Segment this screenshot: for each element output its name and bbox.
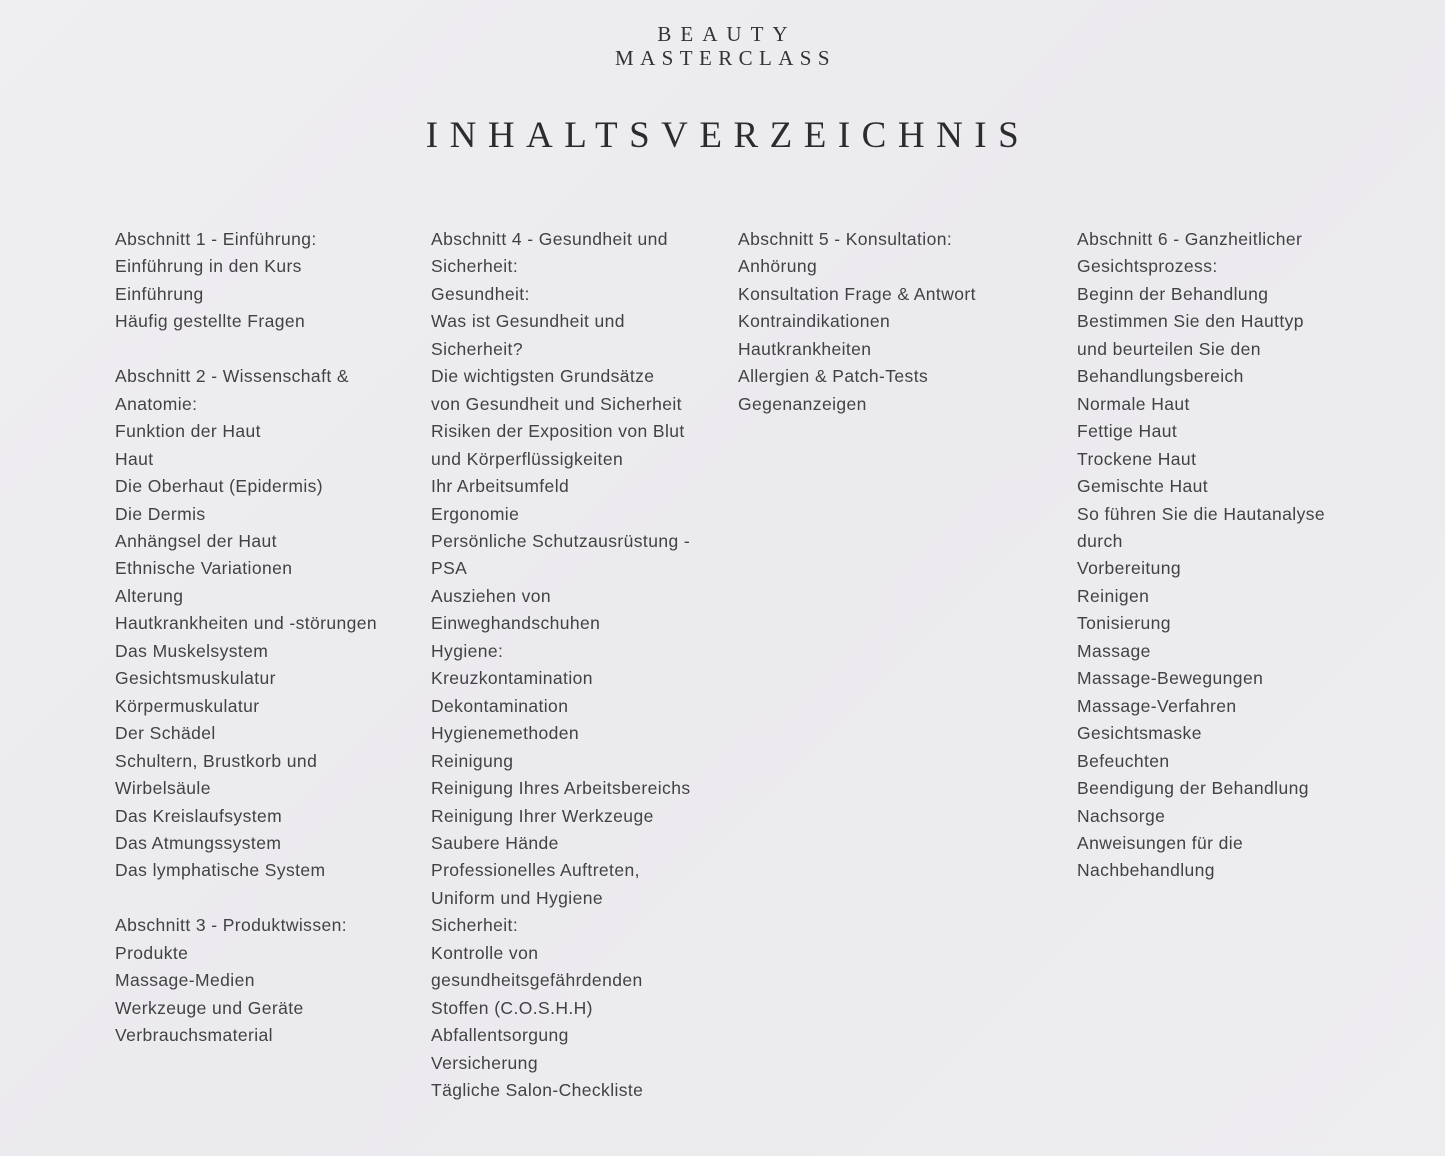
toc-column-3 xyxy=(738,226,976,418)
toc-entry: Gesundheit: xyxy=(431,283,530,304)
toc-section xyxy=(431,226,691,1105)
toc-entry: Ihr Arbeitsumfeld xyxy=(431,476,570,497)
toc-entry: Häufig gestellte Fragen xyxy=(115,311,306,332)
toc-entry: Allergien & Patch-Tests xyxy=(738,366,929,387)
toc-entry: Kreuzkontamination xyxy=(431,668,593,689)
toc-entry: Hautkrankheiten xyxy=(738,338,872,359)
toc-entry: So führen Sie die Hautanalyse xyxy=(1077,503,1326,524)
toc-entry: Reinigung Ihres Arbeitsbereichs xyxy=(431,778,691,799)
toc-entry: Alterung xyxy=(115,585,184,606)
toc-entry: Gesichtsmaske xyxy=(1077,723,1202,744)
toc-entry: Massage-Verfahren xyxy=(1077,695,1237,716)
toc-entry: Funktion der Haut xyxy=(115,421,261,442)
toc-entry: Die Oberhaut (Epidermis) xyxy=(115,476,324,497)
toc-entry: Persönliche Schutzausrüstung - xyxy=(431,530,691,551)
toc-section-heading: Abschnitt 6 - Ganzheitlicher xyxy=(1077,229,1303,249)
toc-entry: und beurteilen Sie den xyxy=(1077,338,1261,359)
toc-entry: Verbrauchsmaterial xyxy=(115,1025,273,1046)
toc-entry: Anatomie: xyxy=(115,393,198,414)
toc-entry: PSA xyxy=(431,558,468,579)
toc-entry: Einführung in den Kurs xyxy=(115,256,302,277)
toc-entry: Die wichtigsten Grundsätze xyxy=(431,366,655,387)
toc-section-heading: Abschnitt 2 - Wissenschaft & xyxy=(115,366,349,387)
toc-entry: Saubere Hände xyxy=(431,832,559,853)
toc-entry: Befeuchten xyxy=(1077,750,1170,771)
toc-entry: Körpermuskulatur xyxy=(115,695,260,716)
toc-entry: Massage xyxy=(1077,640,1151,661)
brand-logo xyxy=(0,22,1445,70)
brand-line-2: MASTERCLASS xyxy=(615,46,836,70)
toc-entry: Fettige Haut xyxy=(1077,421,1178,442)
toc-entry: Nachsorge xyxy=(1077,805,1166,826)
toc-entry: Tonisierung xyxy=(1077,613,1171,634)
toc-entry: Ethnische Variationen xyxy=(115,558,293,579)
toc-column-2 xyxy=(431,226,691,1105)
toc-section xyxy=(115,912,377,1049)
toc-entry: Kontrolle von xyxy=(431,942,539,963)
toc-entry: Uniform und Hygiene xyxy=(431,887,603,908)
toc-entry: Die Dermis xyxy=(115,503,206,524)
toc-entry: Nachbehandlung xyxy=(1077,860,1215,881)
toc-section xyxy=(1077,226,1325,885)
toc-entry: Normale Haut xyxy=(1077,393,1190,414)
toc-entry: Reinigung Ihrer Werkzeuge xyxy=(431,805,654,826)
toc-entry: Anweisungen für die xyxy=(1077,832,1244,853)
toc-entry: Der Schädel xyxy=(115,723,216,744)
toc-entry: Beginn der Behandlung xyxy=(1077,283,1269,304)
toc-entry: Dekontamination xyxy=(431,695,569,716)
toc-section xyxy=(115,363,377,885)
toc-entry: Kontraindikationen xyxy=(738,311,891,332)
toc-entry: Hautkrankheiten und -störungen xyxy=(115,613,378,634)
toc-entry: Schultern, Brustkorb und xyxy=(115,750,318,771)
toc-entry: Reinigen xyxy=(1077,585,1150,606)
toc-entry: Anhörung xyxy=(738,256,818,277)
toc-entry: Das Muskelsystem xyxy=(115,640,269,661)
toc-entry: Gemischte Haut xyxy=(1077,476,1209,497)
toc-entry: und Körperflüssigkeiten xyxy=(431,448,624,469)
toc-entry: Massage-Medien xyxy=(115,970,255,991)
toc-entry: Bestimmen Sie den Hauttyp xyxy=(1077,311,1304,332)
toc-entry: Risiken der Exposition von Blut xyxy=(431,421,685,442)
toc-entry: durch xyxy=(1077,530,1123,551)
toc-entry: Was ist Gesundheit und xyxy=(431,311,625,332)
toc-entry: Einweghandschuhen xyxy=(431,613,601,634)
toc-entry: Werkzeuge und Geräte xyxy=(115,997,304,1018)
toc-entry: Tägliche Salon-Checkliste xyxy=(431,1080,644,1101)
toc-entry: gesundheitsgefährdenden xyxy=(431,970,643,991)
toc-entry: Ergonomie xyxy=(431,503,520,524)
toc-entry: Hygiene: xyxy=(431,640,504,661)
toc-entry: Stoffen (C.O.S.H.H) xyxy=(431,997,593,1018)
toc-entry: Beendigung der Behandlung xyxy=(1077,778,1309,799)
toc-entry: Behandlungsbereich xyxy=(1077,366,1244,387)
toc-entry: Abfallentsorgung xyxy=(431,1025,569,1046)
toc-entry: Ausziehen von xyxy=(431,585,552,606)
toc-entry: Hygienemethoden xyxy=(431,723,580,744)
toc-section xyxy=(738,226,976,418)
toc-section-heading: Abschnitt 3 - Produktwissen: xyxy=(115,915,347,936)
toc-entry: Gegenanzeigen xyxy=(738,393,867,414)
toc-entry: Gesichtsmuskulatur xyxy=(115,668,276,689)
toc-entry: Sicherheit: xyxy=(431,915,519,936)
toc-entry: Haut xyxy=(115,448,154,469)
toc-entry: Sicherheit? xyxy=(431,338,523,359)
toc-entry: Das lymphatische System xyxy=(115,860,326,881)
toc-entry: Reinigung xyxy=(431,750,514,771)
toc-entry: Das Atmungssystem xyxy=(115,832,282,853)
toc-entry: Das Kreislaufsystem xyxy=(115,805,283,826)
toc-entry: Gesichtsprozess: xyxy=(1077,256,1218,277)
toc-entry: Sicherheit: xyxy=(431,256,519,277)
toc-section-heading: Abschnitt 5 - Konsultation: xyxy=(738,229,953,249)
toc-entry: Vorbereitung xyxy=(1077,558,1182,579)
toc-entry: Professionelles Auftreten, xyxy=(431,860,640,881)
toc-entry: von Gesundheit und Sicherheit xyxy=(431,393,682,414)
brand-line-1: BEAUTY xyxy=(657,22,797,46)
toc-entry: Anhängsel der Haut xyxy=(115,530,277,551)
toc-section-heading: Abschnitt 4 - Gesundheit und xyxy=(431,229,668,249)
toc-section-heading: Abschnitt 1 - Einführung: xyxy=(115,229,317,249)
toc-section xyxy=(115,226,377,336)
page-title: INHALTSVERZEICHNIS xyxy=(425,115,1031,156)
toc-entry: Massage-Bewegungen xyxy=(1077,668,1264,689)
toc-entry: Einführung xyxy=(115,283,204,304)
toc-entry: Wirbelsäule xyxy=(115,778,211,799)
toc-entry: Trockene Haut xyxy=(1077,448,1197,469)
toc-entry: Versicherung xyxy=(431,1052,538,1073)
toc-column-1 xyxy=(115,226,377,1050)
toc-column-4 xyxy=(1077,226,1325,885)
toc-entry: Produkte xyxy=(115,942,189,963)
toc-entry: Konsultation Frage & Antwort xyxy=(738,283,976,304)
